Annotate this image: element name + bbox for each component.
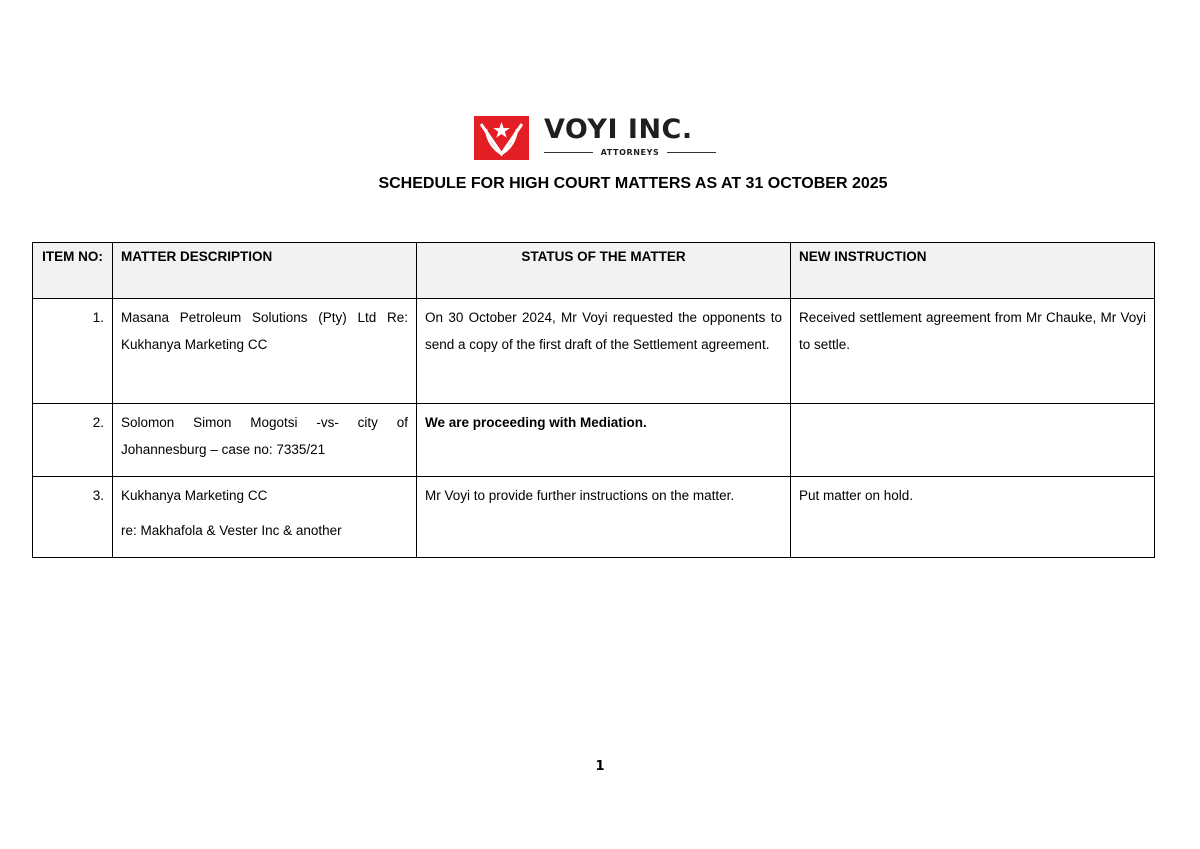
tagline-rule-left	[544, 152, 593, 153]
item-number: 3.	[33, 477, 113, 558]
matters-schedule-table	[32, 242, 1155, 558]
matter-status: On 30 October 2024, Mr Voyi requested the opponents to send a copy of the first draft of the Settlement agreement.	[417, 299, 791, 404]
shield-star-logo-icon	[474, 116, 529, 160]
matter-status: Mr Voyi to provide further instructions on the matter.	[417, 477, 791, 558]
header-item-no: ITEM NO:	[33, 243, 113, 299]
matter-description-line: Kukhanya Marketing CC	[121, 488, 268, 503]
logo-tagline	[544, 146, 716, 158]
page-number: 1	[595, 759, 605, 774]
table-row	[33, 404, 1155, 477]
tagline-rule-right	[667, 152, 716, 153]
matter-description: Solomon Simon Mogotsi -vs- city of Johannesburg – case no: 7335/21	[113, 404, 417, 477]
item-number: 2.	[33, 404, 113, 477]
matter-description: Masana Petroleum Solutions (Pty) Ltd Re: Kukhanya Marketing CC	[113, 299, 417, 404]
matter-description	[113, 477, 417, 558]
new-instruction: Put matter on hold.	[791, 477, 1155, 558]
table-header-row	[33, 243, 1155, 299]
table-row	[33, 299, 1155, 404]
company-logo	[474, 116, 724, 162]
header-status: STATUS OF THE MATTER	[417, 243, 791, 299]
logo-company-name: VOYI INC.	[544, 114, 693, 145]
matter-description-line: re: Makhafola & Vester Inc & another	[121, 523, 342, 538]
header-matter-description: MATTER DESCRIPTION	[113, 243, 417, 299]
document-title: SCHEDULE FOR HIGH COURT MATTERS AS AT 31 OCTOBER 2025	[378, 175, 888, 192]
item-number: 1.	[33, 299, 113, 404]
new-instruction: Received settlement agreement from Mr Chauke, Mr Voyi to settle.	[791, 299, 1155, 404]
new-instruction	[791, 404, 1155, 477]
header-new-instruction: NEW INSTRUCTION	[791, 243, 1155, 299]
logo-tagline-text: ATTORNEYS	[600, 147, 660, 157]
table-row	[33, 477, 1155, 558]
matter-status: We are proceeding with Mediation.	[417, 404, 791, 477]
